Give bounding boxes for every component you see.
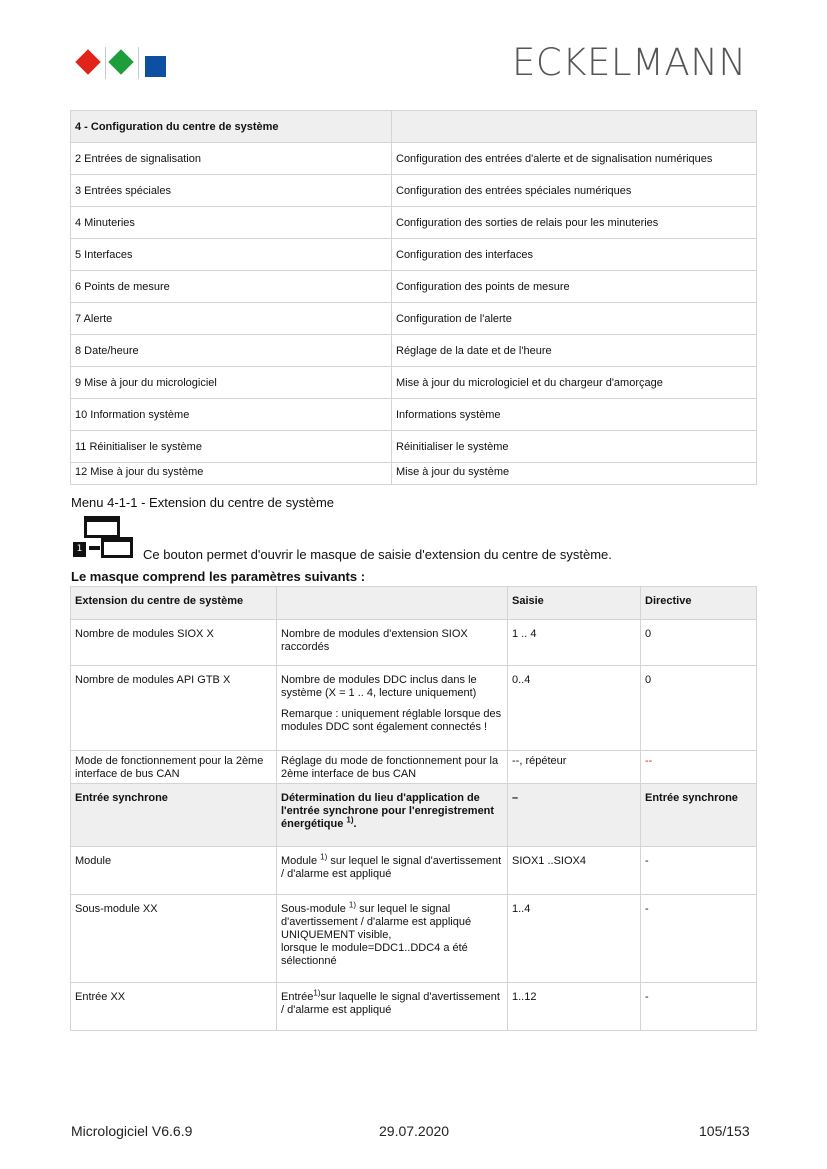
back-window-shape: [84, 516, 120, 538]
footer-date: 29.07.2020: [379, 1123, 450, 1139]
sync-section-description: Détermination du lieu d'application de l'entrée synchrone pour l'enregistrement énergétique: [281, 792, 495, 830]
param-description-cell: [277, 983, 508, 1031]
param-description-cell: [277, 895, 508, 983]
company-logo: [76, 47, 168, 79]
footnote-marker: 1): [320, 852, 328, 862]
menu-item-label: 11 Réinitialiser le système: [71, 431, 392, 463]
menu-item-description: Informations système: [392, 399, 757, 431]
param-note: Remarque : uniquement réglable lorsque des modules DDC sont également connectés !: [281, 708, 502, 733]
column-header: [277, 587, 508, 620]
menu-item-label: 9 Mise à jour du micrologiciel: [71, 367, 392, 399]
footer-product-version: Micrologiciel V6.6.9: [71, 1123, 193, 1139]
column-header: Saisie: [508, 587, 641, 620]
param-name: Sous-module XX: [71, 895, 277, 983]
param-input-range: 0..4: [508, 666, 641, 751]
menu-header-cell: 4 - Configuration du centre de système: [71, 111, 392, 143]
param-description-cell: [277, 847, 508, 895]
sync-section-description-end: .: [353, 818, 357, 830]
menu-item-description: Configuration des sorties de relais pour les minuteries: [392, 207, 757, 239]
param-description-rest: sur lequel le signal d'avertissement / d'alarme est appliqué: [281, 903, 472, 928]
connector-shape: [89, 546, 100, 550]
menu-table: [70, 110, 757, 485]
sync-input: –: [508, 784, 641, 847]
param-name: Mode de fonctionnement pour la 2ème interface de bus CAN: [71, 751, 277, 784]
param-description: Nombre de modules d'extension SIOX raccordés: [277, 620, 508, 666]
param-input-range: 1 .. 4: [508, 620, 641, 666]
param-description: Sous-module: [281, 903, 346, 915]
front-window-shape: [101, 537, 133, 558]
param-description-rest: sur lequel le signal d'avertissement / d'alarme est appliqué: [281, 855, 502, 880]
menu-item-description: Configuration de l'alerte: [392, 303, 757, 335]
menu-item-description: Configuration des points de mesure: [392, 271, 757, 303]
param-visibility-note: UNIQUEMENT visible,: [281, 929, 392, 941]
table-row: [71, 847, 757, 895]
footnote-marker: 1): [313, 988, 321, 998]
table-row: [71, 143, 757, 175]
table-row: [71, 895, 757, 983]
parameters-table: [70, 586, 757, 1031]
menu-item-label: 3 Entrées spéciales: [71, 175, 392, 207]
table-row: [71, 367, 757, 399]
menu-header-cell: [392, 111, 757, 143]
param-name: Nombre de modules SIOX X: [71, 620, 277, 666]
menu-item-description: Configuration des interfaces: [392, 239, 757, 271]
window-expand-icon[interactable]: [71, 516, 133, 558]
param-input-range: SIOX1 ..SIOX4: [508, 847, 641, 895]
table-row: [71, 431, 757, 463]
logo-separator: [138, 47, 139, 79]
param-default: 0: [641, 666, 757, 751]
param-description-rest: sur laquelle le signal d'avertissement / d'alarme est appliqué: [281, 991, 500, 1016]
sync-default: Entrée synchrone: [641, 784, 757, 847]
param-visibility-condition: lorsque le module=DDC1..DDC4 a été sélectionné: [281, 942, 468, 967]
param-description: Entrée: [281, 991, 314, 1003]
sync-section-title: Entrée synchrone: [71, 784, 277, 847]
table-row: [71, 463, 757, 485]
table-row: [71, 335, 757, 367]
table-row: [71, 399, 757, 431]
table-row: [71, 620, 757, 666]
table-row: [71, 983, 757, 1031]
menu-item-label: 8 Date/heure: [71, 335, 392, 367]
footer-page-number: 105/153: [699, 1123, 750, 1139]
param-default: -: [641, 983, 757, 1031]
menu-item-description: Mise à jour du système: [392, 463, 757, 485]
footnote-marker: 1): [348, 900, 357, 910]
sync-section-row: [71, 784, 757, 847]
param-input-range: --, répéteur: [508, 751, 641, 784]
menu-item-description: Configuration des entrées d'alerte et de signalisation numériques: [392, 143, 757, 175]
blue-square-icon: [145, 56, 166, 77]
menu-item-description: Mise à jour du micrologiciel et du chargeur d'amorçage: [392, 367, 757, 399]
menu-item-label: 6 Points de mesure: [71, 271, 392, 303]
column-header: Extension du centre de système: [71, 587, 277, 620]
param-default: -: [641, 895, 757, 983]
table-row: [71, 271, 757, 303]
param-name: Module: [71, 847, 277, 895]
param-description: Nombre de modules DDC inclus dans le système (X = 1 .. 4, lecture uniquement): [281, 674, 477, 699]
brand-wordmark: ECKELMANN: [512, 41, 747, 84]
menu-item-label: 2 Entrées de signalisation: [71, 143, 392, 175]
param-default: -: [641, 847, 757, 895]
menu-item-description: Réinitialiser le système: [392, 431, 757, 463]
table-row: [71, 751, 757, 784]
column-header: Directive: [641, 587, 757, 620]
menu-table-header: [71, 111, 757, 143]
menu-item-description: Réglage de la date et de l'heure: [392, 335, 757, 367]
table-row: [71, 303, 757, 335]
icon-number-badge: 1: [73, 542, 86, 557]
red-diamond-icon: [75, 49, 100, 74]
param-input-range: 1..12: [508, 983, 641, 1031]
menu-item-description: Configuration des entrées spéciales numériques: [392, 175, 757, 207]
button-description: Ce bouton permet d'ouvrir le masque de saisie d'extension du centre de système.: [143, 547, 612, 562]
param-default: 0: [641, 620, 757, 666]
menu-item-label: 12 Mise à jour du système: [71, 463, 392, 485]
menu-item-label: 10 Information système: [71, 399, 392, 431]
table-row: [71, 239, 757, 271]
table-row: [71, 207, 757, 239]
logo-separator: [105, 47, 106, 79]
table-row: [71, 175, 757, 207]
param-name: Entrée XX: [71, 983, 277, 1031]
footnote-marker: 1): [346, 815, 354, 825]
menu-caption: Menu 4-1-1 - Extension du centre de système: [71, 495, 335, 510]
param-description: Module: [281, 855, 318, 867]
parameters-heading: Le masque comprend les paramètres suivants :: [71, 569, 366, 584]
param-input-range: 1..4: [508, 895, 641, 983]
menu-item-label: 7 Alerte: [71, 303, 392, 335]
param-description-cell: [277, 666, 508, 751]
menu-item-label: 4 Minuteries: [71, 207, 392, 239]
param-default: --: [641, 751, 757, 784]
parameters-table-header: [71, 587, 757, 620]
menu-item-label: 5 Interfaces: [71, 239, 392, 271]
param-description: Réglage du mode de fonctionnement pour la 2ème interface de bus CAN: [277, 751, 508, 784]
sync-section-description-cell: [277, 784, 508, 847]
param-name: Nombre de modules API GTB X: [71, 666, 277, 751]
green-diamond-icon: [108, 49, 133, 74]
table-row: [71, 666, 757, 751]
